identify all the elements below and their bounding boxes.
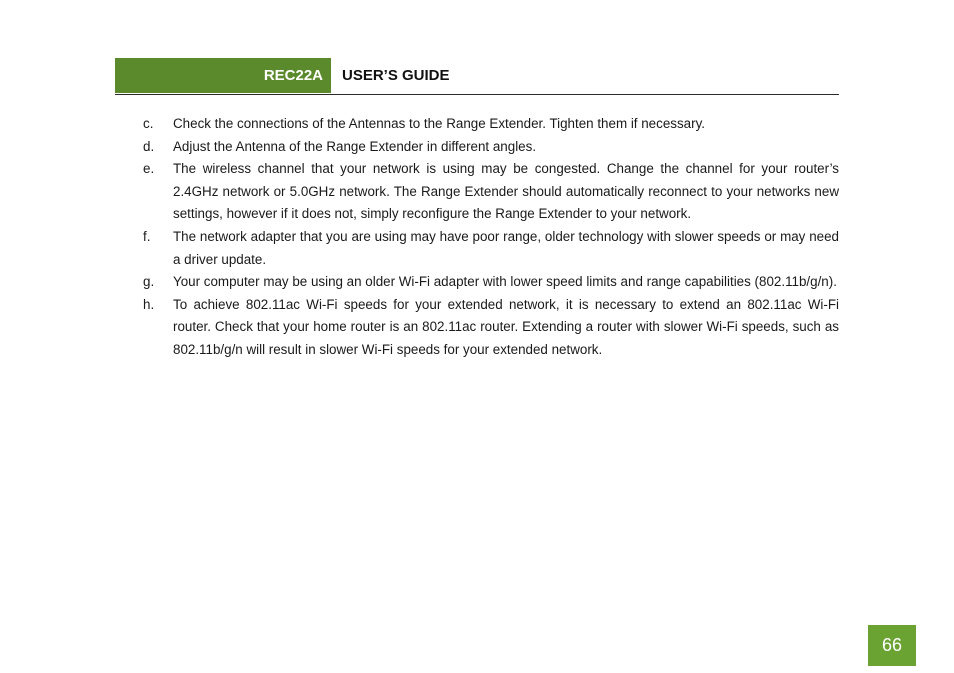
item-label: c. — [143, 116, 154, 131]
item-text: Adjust the Antenna of the Range Extender in different angles. — [173, 138, 537, 154]
list-item — [143, 136, 839, 159]
list-item — [143, 271, 839, 294]
list-item — [143, 113, 839, 136]
item-text: Check the connections of the Antennas to the Range Extender. Tighten them if necessary. — [173, 116, 705, 131]
troubleshooting-list — [143, 113, 839, 362]
guide-title: USER’S GUIDE — [342, 67, 450, 84]
list-item — [143, 226, 839, 271]
item-text: Your computer may be using an older Wi-Fi adapter with lower speed limits and range capabilities (802.11b/g/n). — [173, 274, 837, 290]
item-label: e. — [143, 161, 155, 177]
page-header — [115, 58, 839, 95]
model-badge: REC22A — [115, 58, 331, 93]
item-text: To achieve 802.11ac Wi-Fi speeds for your extended network, it is necessary to extend an 802.11ac Wi-Fi router. Check that your home router is an 802.11ac router. Extending a router with slower Wi-Fi speeds, such as 802.11b/g/n will result in slower Wi-Fi speeds for your extended network. — [173, 296, 839, 357]
item-label: d. — [143, 138, 155, 154]
item-label: g. — [143, 274, 155, 290]
item-label: h. — [143, 296, 155, 312]
page-number: 66 — [868, 625, 916, 666]
list-item — [143, 294, 839, 362]
item-text: The network adapter that you are using may have poor range, older technology with slower speeds or may need a driver update. — [173, 228, 839, 267]
list-item — [143, 158, 839, 226]
item-label: f. — [143, 228, 151, 244]
item-text: The wireless channel that your network is using may be congested. Change the channel for your router’s 2.4GHz network or 5.0GHz network. The Range Extender should automatically reconnect to your networks new settings, however if it does not, simply reconfigure the Range Extender to your network. — [173, 161, 839, 222]
